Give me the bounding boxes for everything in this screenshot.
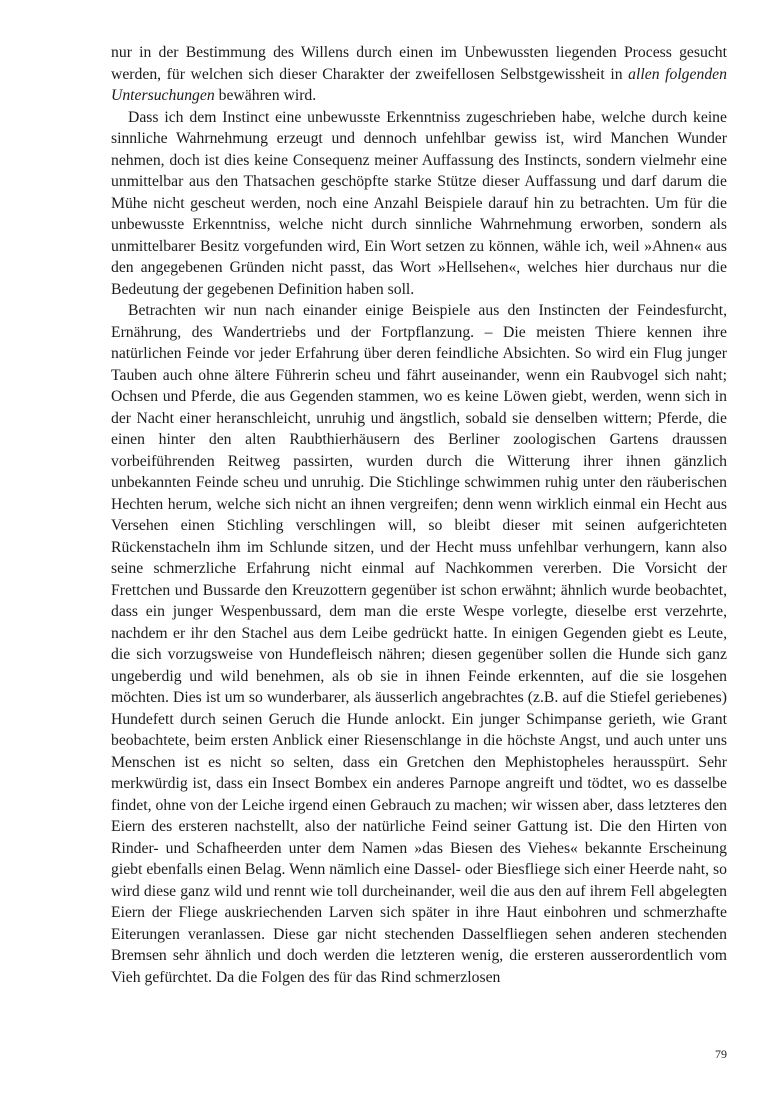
paragraph-1-text-a: nur in der Bestimmung des Willens durch einen im Unbewussten liegenden Process gesucht werden, für welchen sich dieser Charakter der zweifellosen Selbstgewissheit in	[111, 44, 727, 83]
paragraph-1-text-b: bewähren wird.	[214, 87, 317, 104]
page-number: 79	[715, 1047, 727, 1061]
paragraph-1-italic-text: allen folgenden Untersuchungen	[111, 65, 727, 104]
paragraph-continued	[111, 42, 727, 107]
page-body	[111, 42, 727, 988]
paragraph-3: Betrachten wir nun nach einander einige Beispiele aus den Instincten der Feindesfurcht, Ernährung, des Wandertriebs und der Fortpflanzung. – Die meisten Thiere kennen ihre natürlichen Feinde vor jeder Erfahrung über deren feindliche Absichten. So wird ein Flug junger Tauben auch ohne ältere Führerin scheu und fährt auseinander, wenn ein Raubvogel sich naht; Ochsen und Pferde, die aus Gegenden stammen, wo es keine Löwen giebt, werden, wenn sich in der Nacht einer heranschleicht, unruhig und ängstlich, sobald sie denselben wittern; Pferde, die einen hinter den alten Raubthierhäusern des Berliner zoologischen Gartens draussen vorbeiführenden Reitweg passirten, wurden durch die Witterung ihrer ihnen gänzlich unbekannten Feinde scheu und unruhig. Die Stichlinge schwimmen ruhig unter den räuberischen Hechten herum, welche sich nicht an ihnen vergreifen; denn wenn wirklich einmal ein Hecht aus Versehen einen Stichling verschlingen will, so bleibt dieser mit seinen aufgerichteten Rückenstacheln ihm im Schlunde sitzen, und der Hecht muss unfehlbar verhungern, kann also seine schmerzliche Erfahrung nicht einmal auf Nachkommen vererben. Die Vorsicht der Frettchen und Bussarde den Kreuzottern gegenüber ist schon erwähnt; ähnlich wurde beobachtet, dass ein junger Wespenbussard, dem man die erste Wespe vorlegte, dieselbe erst verzehrte, nachdem er ihr den Stachel aus dem Leibe gedrückt hatte. In einigen Gegenden giebt es Leute, die sich vorzugsweise von Hundefleisch nähren; diesen gegenüber sollen die Hunde sich ganz ungeberdig und wild benehmen, als ob sie in ihnen Feinde erkennten, auf die sie losgehen möchten. Dies ist um so wunderbarer, als äusserlich angebrachtes (z.B. auf die Stiefel geriebenes) Hundefett durch seinen Geruch die Hunde anlockt. Ein junger Schimpanse gerieth, wie Grant beobachtete, beim ersten Anblick einer Riesenschlange in die höchste Angst, und auch unter uns Menschen ist es nicht so selten, dass ein Gretchen den Mephistopheles herausspürt. Sehr merkwürdig ist, dass ein Insect Bombex ein anderes Parnope angreift und tödtet, wo es dasselbe findet, ohne von der Leiche irgend einen Gebrauch zu machen; wir wissen aber, dass letzteres den Eiern des ersteren nachstellt, also der natürliche Feind seiner Gattung ist. Die den Hirten von Rinder- und Schafheerden unter dem Namen »das Biesen des Viehes« bekannte Erscheinung giebt ebenfalls einen Belag. Wenn nämlich eine Dassel- oder Biesfliege sich einer Heerde naht, so wird diese ganz wild und rennt wie toll durcheinander, weil die aus den auf ihrem Fell abgelegten Eiern der Fliege auskriechenden Larven sich später in ihre Haut einbohren und schmerzhafte Eiterungen veranlassen. Diese gar nicht stechenden Dasselfliegen sehen anderen stechenden Bremsen sehr ähnlich und doch werden die letzteren wenig, die ersteren ausserordentlich vom Vieh gefürchtet. Da die Folgen des für das Rind schmerzlosen	[111, 302, 727, 986]
paragraph-2: Dass ich dem Instinct eine unbewusste Erkenntniss zugeschrieben habe, welche durch keine sinnliche Wahrnehmung erzeugt und dennoch unfehlbar gewiss ist, wird Manchen Wunder nehmen, doch ist dies keine Consequenz meiner Auffassung des Instincts, sondern vielmehr eine unmittelbar aus den Thatsachen geschöpfte starke Stütze dieser Auffassung und darf darum die Mühe nicht gescheut werden, noch eine Anzahl Beispiele darauf hin zu betrachten. Um für die unbewusste Erkenntniss, welche nicht durch sinnliche Wahrnehmung erworben, sondern als unmittelbarer Besitz vorgefunden wird, Ein Wort setzen zu können, wähle ich, weil »Ahnen« aus den angegebenen Gründen nicht passt, das Wort »Hellsehen«, welches hier durchaus nur die Bedeutung der gegebenen Definition haben soll.	[111, 108, 727, 298]
